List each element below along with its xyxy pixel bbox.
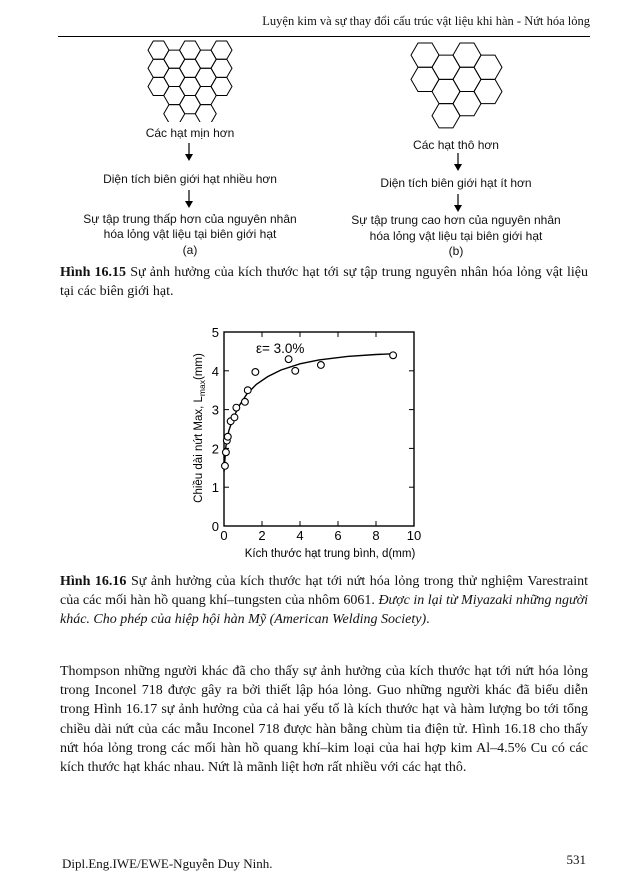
- chart-y-label-sub: max: [197, 379, 207, 397]
- figure-16-15-caption: [60, 263, 588, 301]
- header-rule: [58, 36, 590, 37]
- x-tick-label: 2: [258, 528, 266, 543]
- chart-annotation: ε= 3.0%: [256, 341, 305, 356]
- coarse-grain-boundary-label: Diện tích biên giới hạt ít hơn: [380, 176, 532, 190]
- chart-y-label-main: Chiều dài nứt Max, L: [193, 396, 205, 503]
- grain-hexagon: [453, 67, 481, 91]
- y-tick-label: 5: [211, 325, 219, 340]
- chart-curve: [224, 354, 395, 472]
- figure-16-16-end: .: [426, 612, 430, 627]
- grain-hexagon: [453, 92, 481, 116]
- body-paragraph: Thompson những người khác đã cho thấy sự ảnh hưởng của kích thước hạt tới nứt hóa lỏng trong Inconel 718 được gây ra bởi thiết lập hóa lỏng. Guo những người khác đã biểu diễn trong Hình 16.17 sự ảnh hưởng của cả hai yếu tố là kích thước hạt và hàm lượng bo tới tổng chiều dài nứt của các mẫu Inconel 718 được hàn bằng chùm tia điện tử. Hình 16.18 cho thấy nứt hóa lỏng trong các mối hàn hồ quang khí–kim loại của hai hợp kim Al–4.5% Cu có các kích thước hạt khác nhau. Nứt là mãnh liệt hơn rất nhiều với các hạt thô.: [60, 664, 588, 776]
- page-number: 531: [566, 852, 586, 867]
- figure-16-16-caption: [60, 572, 588, 629]
- coarse-grain-label: Các hạt thô hơn: [413, 138, 499, 152]
- y-tick-label: 2: [211, 441, 219, 457]
- chart-axes: [212, 325, 421, 543]
- data-point: [223, 449, 230, 456]
- data-point: [292, 367, 299, 374]
- fine-grain-concentration-line2: hóa lỏng vật liệu tại biên giới hạt: [103, 227, 277, 241]
- subfigure-tag-a: (a): [182, 243, 198, 257]
- arrow-down-icon: [453, 153, 463, 171]
- grain-hexagon: [164, 105, 185, 122]
- grain-hexagon: [211, 77, 232, 95]
- coarse-grain-hexagons: [410, 42, 506, 132]
- data-point: [252, 369, 259, 376]
- figure-16-16-source: Được in lại từ Miyazaki những người khác. Cho phép của hiệp hội hàn Mỹ (American Welding Society): [60, 593, 589, 627]
- running-header: Luyện kim và sự thay đổi cấu trúc vật liệu khi hàn - Nứt hóa lỏng: [262, 14, 590, 28]
- x-tick-label: 0: [220, 528, 228, 543]
- grain-size-crack-length-chart: [185, 315, 445, 563]
- x-tick-label: 4: [296, 528, 304, 543]
- fine-grain-boundary-label: Diện tích biên giới hạt nhiều hơn: [103, 172, 277, 186]
- grain-hexagon: [474, 79, 502, 103]
- chart-x-label: Kích thước hạt trung bình, d(mm): [244, 548, 416, 560]
- chart-y-label: [193, 353, 207, 503]
- y-tick-label: 4: [211, 363, 219, 379]
- fit-curve: [224, 354, 395, 472]
- grain-hexagon: [211, 59, 232, 77]
- data-point: [244, 387, 251, 394]
- figure-16-15-number: Hình 16.15: [60, 265, 127, 280]
- subfigure-tag-b: (b): [448, 244, 464, 258]
- x-tick-label: 10: [406, 528, 422, 543]
- data-point: [318, 362, 325, 369]
- chart-points: [222, 352, 397, 469]
- grain-hexagon: [211, 41, 232, 59]
- plot-frame: [224, 332, 414, 526]
- x-tick-label: 6: [334, 528, 342, 543]
- y-tick-label: 0: [211, 519, 219, 534]
- chart-y-label-unit: (mm): [193, 353, 205, 380]
- grain-hexagon: [432, 104, 460, 128]
- grain-hexagon: [195, 105, 216, 122]
- data-point: [233, 404, 240, 411]
- data-point: [231, 414, 238, 421]
- arrow-down-icon: [453, 194, 463, 212]
- arrow-down-icon: [184, 190, 194, 208]
- data-point: [224, 433, 231, 440]
- grain-hexagon: [432, 55, 460, 79]
- footer-author: Dipl.Eng.IWE/EWE-Nguyễn Duy Ninh.: [62, 856, 273, 871]
- figure-16-15-text: Sự ảnh hưởng của kích thước hạt tới sự tập trung nguyên nhân hóa lỏng vật liệu tại các biên giới hạt.: [60, 265, 589, 299]
- grain-hexagon: [432, 79, 460, 103]
- y-tick-label: 1: [211, 480, 219, 496]
- grain-hexagon: [411, 43, 439, 67]
- fine-grain-concentration-line1: Sự tập trung thấp hơn của nguyên nhân: [83, 212, 297, 226]
- data-point: [285, 356, 292, 363]
- data-point: [390, 352, 397, 359]
- grain-hexagon: [411, 67, 439, 91]
- x-tick-label: 8: [372, 528, 380, 543]
- y-tick-label: 3: [211, 402, 219, 418]
- coarse-grain-concentration-line1: Sự tập trung cao hơn của nguyên nhân: [351, 213, 561, 227]
- grain-hexagon: [453, 43, 481, 67]
- coarse-grain-concentration-line2: hóa lỏng vật liệu tại biên giới hạt: [369, 229, 543, 243]
- fine-grain-hexagons: [147, 40, 237, 122]
- data-point: [222, 462, 229, 469]
- figure-16-16-text: Sự ảnh hưởng của kích thước hạt tới nứt hóa lỏng trong thử nghiệm Varestraint của các mối hàn hồ quang khí–tungsten của nhôm 6061.: [60, 574, 589, 608]
- arrow-down-icon: [184, 143, 194, 161]
- data-point: [242, 398, 249, 405]
- fine-grain-label: Các hạt mịn hơn: [145, 126, 235, 140]
- figure-16-16-number: Hình 16.16: [60, 574, 127, 589]
- grain-hexagon: [474, 55, 502, 79]
